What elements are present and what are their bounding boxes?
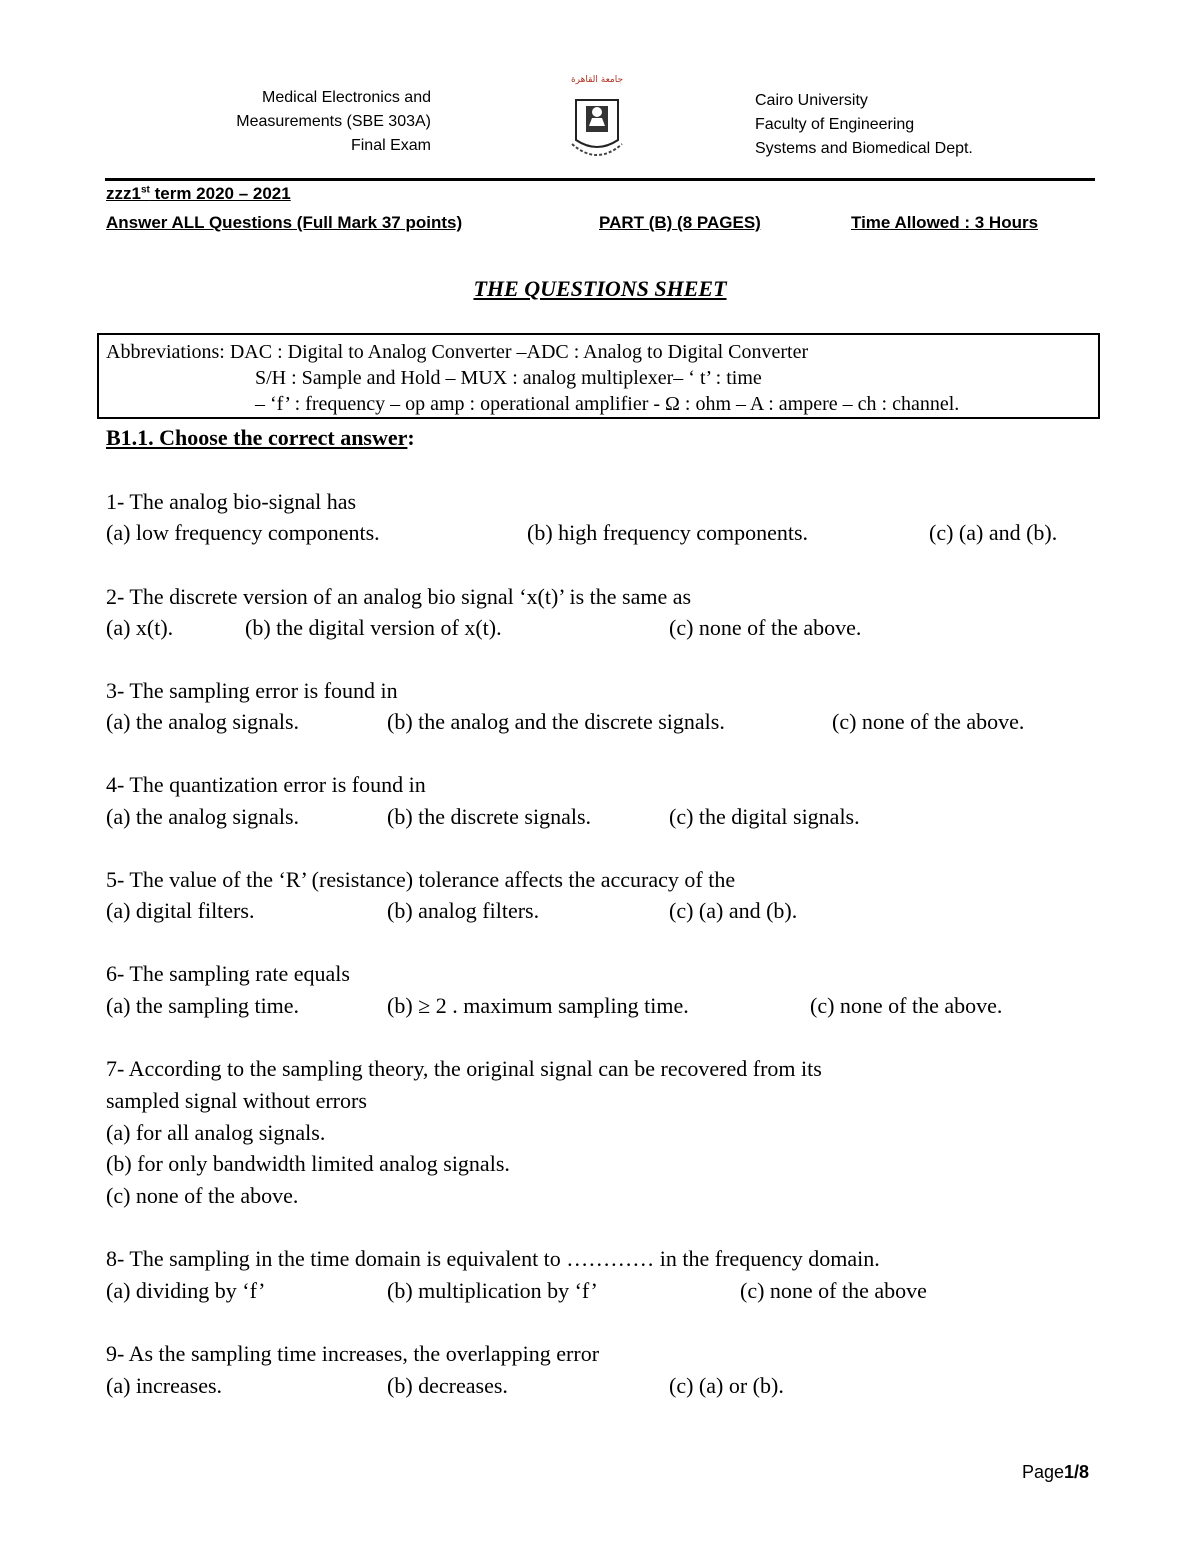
svg-text:جامعة القاهرة: جامعة القاهرة [570, 75, 624, 85]
section-title-colon: : [407, 425, 415, 450]
abbreviations-box [97, 333, 1100, 419]
question-text: 1- The analog bio-signal has [106, 489, 357, 514]
option-a: (a) the sampling time. [106, 993, 300, 1018]
page-label: Page [1022, 1462, 1065, 1482]
abbreviation-line: – ‘f’ : frequency – op amp : operational amplifier - Ω : ohm – A : ampere – ch : channel. [255, 393, 960, 415]
answer-all-instruction: Answer ALL Questions (Full Mark 37 points) [106, 213, 463, 232]
option-b: (b) ≥ 2 . maximum sampling time. [387, 993, 689, 1018]
term-prefix: zzz1 [106, 184, 141, 203]
option-b: (b) analog filters. [387, 898, 540, 923]
option-b: (b) the discrete signals. [387, 804, 592, 829]
question-text: 8- The sampling in the time domain is equivalent to ………… in the frequency domain. [106, 1246, 880, 1271]
section-title-text: B1.1. Choose the correct answer [106, 425, 408, 450]
university-name: Cairo University [755, 92, 868, 109]
faculty-name: Faculty of Engineering [755, 116, 915, 133]
abbreviation-line: S/H : Sample and Hold – MUX : analog multiplexer– ‘ t’ : time [255, 367, 762, 389]
option-c: (c) none of the above. [810, 993, 1003, 1018]
page-number [1022, 1462, 1089, 1483]
exam-type: Final Exam [350, 137, 431, 154]
question-text: 3- The sampling error is found in [106, 678, 398, 703]
option-a: (a) digital filters. [106, 898, 255, 923]
cairo-university-logo [562, 70, 632, 170]
question-text: 4- The quantization error is found in [106, 772, 426, 797]
option-b: (b) for only bandwidth limited analog signals. [106, 1151, 510, 1176]
part-info: PART (B) (8 PAGES) [599, 213, 761, 232]
option-a: (a) the analog signals. [106, 804, 300, 829]
option-b: (b) multiplication by ‘f’ [387, 1278, 598, 1303]
term-suffix: term 2020 – 2021 [149, 184, 291, 203]
option-b: (b) high frequency components. [527, 520, 809, 545]
option-a: (a) dividing by ‘f’ [106, 1278, 266, 1303]
question-text: 5- The value of the ‘R’ (resistance) tolerance affects the accuracy of the [106, 867, 736, 892]
option-c: (c) (a) or (b). [669, 1373, 784, 1398]
option-b: (b) the digital version of x(t). [245, 615, 502, 640]
course-name-line2: Measurements (SBE 303A) [236, 113, 431, 130]
sheet-title: THE QUESTIONS SHEET [473, 276, 727, 301]
question-text: 2- The discrete version of an analog bio signal ‘x(t)’ is the same as [106, 584, 692, 609]
option-a: (a) the analog signals. [106, 709, 300, 734]
option-a: (a) x(t). [106, 615, 174, 640]
time-allowed: Time Allowed : 3 Hours [851, 213, 1039, 232]
term-sup: st [140, 184, 150, 196]
option-c: (c) (a) and (b). [669, 898, 798, 923]
question-text-continued: sampled signal without errors [106, 1088, 367, 1113]
option-c: (c) none of the above. [106, 1183, 299, 1208]
option-c: (c) none of the above [740, 1278, 927, 1303]
university-info [755, 89, 973, 161]
option-c: (c) none of the above. [832, 709, 1025, 734]
question-text: 9- As the sampling time increases, the overlapping error [106, 1341, 600, 1366]
option-a: (a) low frequency components. [106, 520, 380, 545]
page-num: 1/8 [1064, 1462, 1090, 1482]
course-info [200, 86, 431, 158]
option-b: (b) the analog and the discrete signals. [387, 709, 725, 734]
course-name-line1: Medical Electronics and [262, 89, 431, 106]
question-text: 7- According to the sampling theory, the original signal can be recovered from its [106, 1056, 822, 1081]
option-c: (c) the digital signals. [669, 804, 860, 829]
option-b: (b) decreases. [387, 1373, 508, 1398]
option-a: (a) increases. [106, 1373, 223, 1398]
abbreviation-line: Abbreviations: DAC : Digital to Analog Converter –ADC : Analog to Digital Converter [106, 341, 809, 363]
option-c: (c) none of the above. [669, 615, 862, 640]
section-title [106, 425, 415, 451]
question-text: 6- The sampling rate equals [106, 961, 350, 986]
department-name: Systems and Biomedical Dept. [755, 140, 973, 157]
option-a: (a) for all analog signals. [106, 1120, 326, 1145]
option-c: (c) (a) and (b). [929, 520, 1058, 545]
header-divider [105, 178, 1095, 181]
term-line [106, 184, 291, 204]
